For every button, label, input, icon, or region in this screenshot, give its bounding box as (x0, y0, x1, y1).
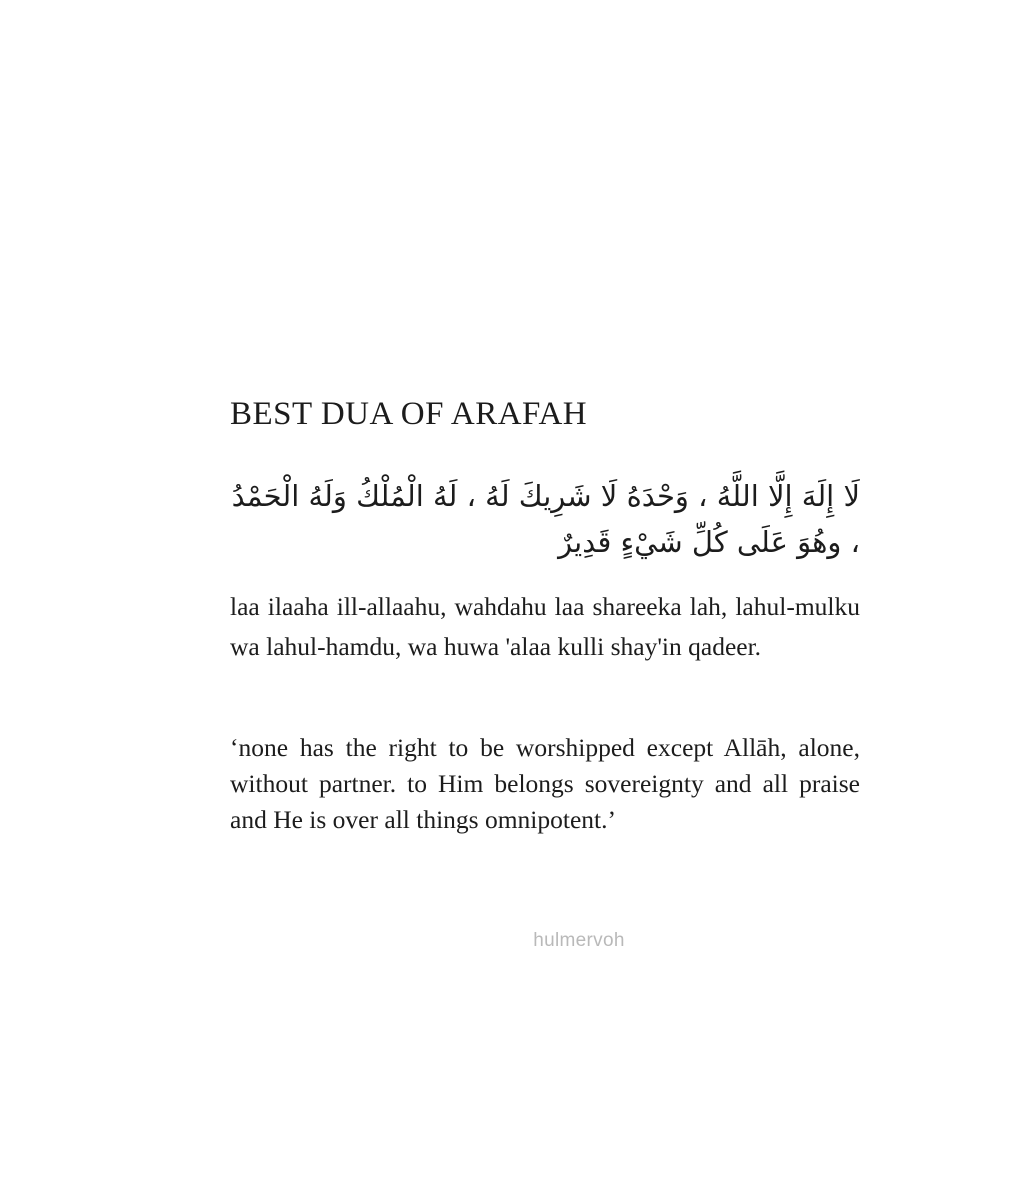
translation-text: ‘none has the right to be worshipped except Allāh, alone, without partner. to Him belongs sovereignty and all praise and He is over all things omnipotent.’ (230, 733, 860, 834)
watermark-username: hulmervoh (533, 930, 625, 951)
page-title: BEST DUA OF ARAFAH (230, 396, 588, 432)
arabic-dua-text: لَا إِلَهَ إِلَّا اللَّهُ ، وَحْدَهُ لَا شَرِيكَ لَهُ ، لَهُ الْمُلْكُ وَلَهُ الْحَمْدُ ، وهُوَ عَلَى كُلِّ شَيْءٍ قَدِيرٌ (231, 479, 860, 559)
transliteration-text: laa ilaaha ill-allaahu, wahdahu laa shareeka lah, lahul-mulku wa lahul-hamdu, wa huwa 'alaa kulli shay'in qadeer. (230, 592, 860, 661)
dua-card (230, 392, 860, 838)
